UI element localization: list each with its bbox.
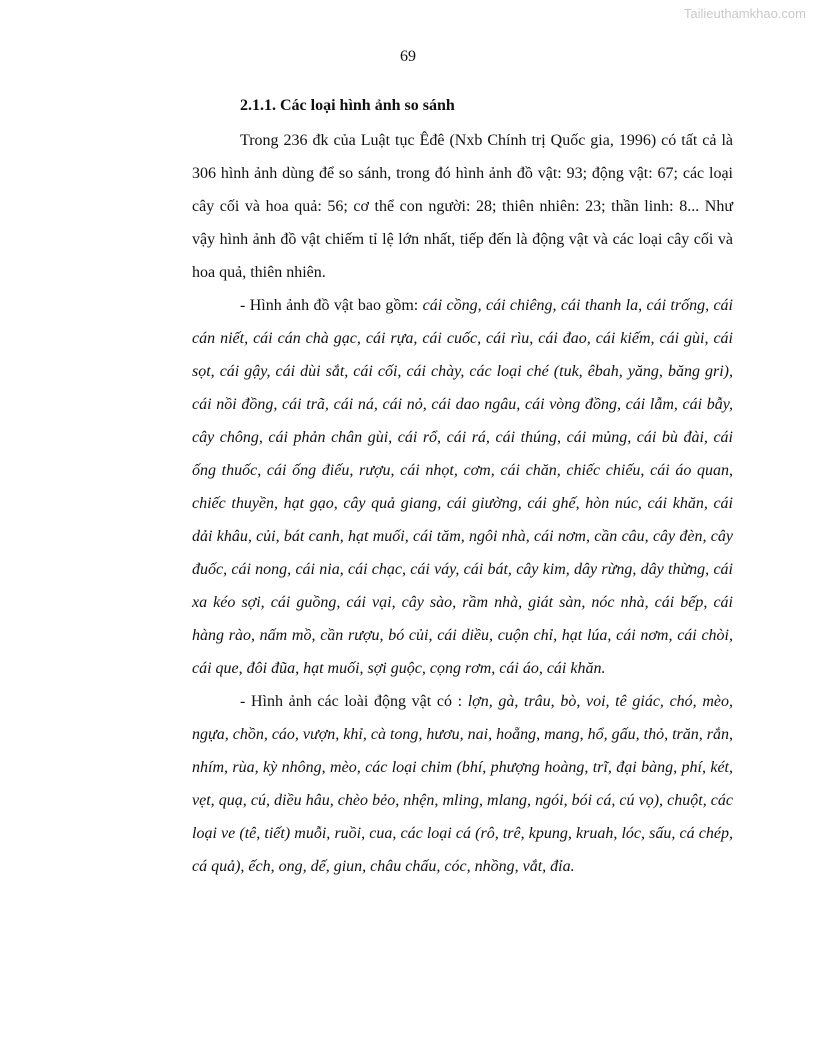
- objects-lead: - Hình ảnh đồ vật bao gồm:: [240, 297, 423, 314]
- animals-lead: - Hình ảnh các loài động vật có :: [240, 693, 468, 710]
- page-number: 69: [400, 48, 416, 65]
- section-heading: 2.1.1. Các loại hình ảnh so sánh: [240, 97, 455, 114]
- page-body: [192, 92, 733, 883]
- animals-paragraph: [192, 685, 733, 883]
- intro-paragraph: Trong 236 đk của Luật tục Êđê (Nxb Chính trị Quốc gia, 1996) có tất cả là 306 hình ảnh dùng để so sánh, trong đó hình ảnh đồ vật: 93; động vật: 67; các loại cây cối và hoa quả: 56; cơ thể con người: 28; thiên nhiên: 23; thần linh: 8... Như vậy hình ảnh đồ vật chiếm tỉ lệ lớn nhất, tiếp đến là động vật và các loại cây cối và hoa quả, thiên nhiên.: [192, 132, 733, 281]
- objects-paragraph: [192, 289, 733, 685]
- animals-list: lợn, gà, trâu, bò, voi, tê giác, chó, mèo, ngựa, chồn, cáo, vượn, khỉ, cà tong, hươu, nai, hoẵng, mang, hổ, gấu, thỏ, trăn, rắn, nhím, rùa, kỳ nhông, mèo, các loại chim (bhí, phượng hoàng, trĩ, đại bàng, phí, két, vẹt, quạ, cú, diều hâu, chèo bẻo, nhện, mling, mlang, ngói, bói cá, cú vọ), chuột, các loại ve (tê, tiết) muỗi, ruồi, cua, các loại cá (rô, trê, kpung, kruah, lóc, sấu, cá chép, cá quả), ếch, ong, dế, giun, châu chấu, cóc, nhồng, vắt, đỉa.: [192, 693, 733, 875]
- objects-list: cái cồng, cái chiêng, cái thanh la, cái trống, cái cán niết, cái cán chà gạc, cái rựa, cái cuốc, cái rìu, cái đao, cái kiếm, cái gùi, cái sọt, cái gậy, cái dùi sắt, cái cối, cái chày, các loại ché (tuk, êbah, yăng, băng gri), cái nồi đồng, cái trã, cái ná, cái nỏ, cái dao ngâu, cái vòng đồng, cái lẫm, cái bẫy, cây chông, cái phản chân gùi, cái rổ, cái rá, cái thúng, cái mủng, cái bù đài, cái ống thuốc, cái ống điếu, rượu, cái nhọt, cơm, cái chăn, chiếc chiếu, cái áo quan, chiếc thuyền, hạt gạo, cây quả giang, cái giường, cái ghế, hòn núc, cái khăn, cái dải khâu, củi, bát canh, hạt muối, cái tăm, ngôi nhà, cái nơm, cần câu, cây đèn, cây đuốc, cái nong, cái nia, cái chạc, cái váy, cái bát, cây kim, dây rừng, dây thừng, cái xa kéo sợi, cái guồng, cái vại, cây sào, rầm nhà, giát sàn, nóc nhà, cái bếp, cái hàng rào, nấm mồ, cần rượu, bó củi, cái diều, cuộn chỉ, hạt lúa, cái nơm, cái chòi, cái que, đôi đũa, hạt muối, sợi guộc, cọng rơm, cái áo, cái khăn.: [192, 297, 734, 677]
- watermark: Tailieuthamkhao.com: [683, 6, 806, 21]
